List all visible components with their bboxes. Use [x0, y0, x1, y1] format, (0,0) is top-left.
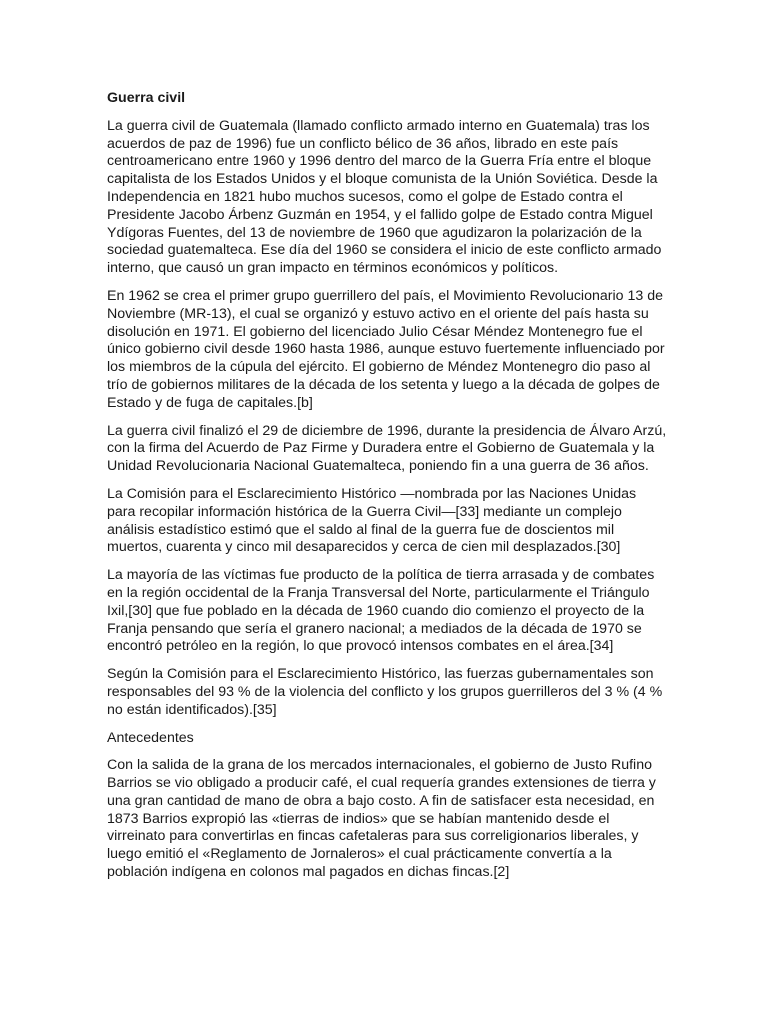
section-heading-antecedentes: Antecedentes	[107, 729, 194, 746]
paragraph-1962: En 1962 se crea el primer grupo guerrillero del país, el Movimiento Revolucionario 13 de Noviembre (MR-13), el cual se organizó y estuvo activo en el oriente del país hasta su disolución en 1971. El gobierno del licenciado Julio César Méndez Montenegro fue el único gobierno civil desde 1960 hasta 1986, aunque estuvo fuertemente influenciado por los miembros de la cúpula del ejército. El gobierno de Méndez Montenegro dio paso al trío de gobiernos militares de la década de los setenta y luego a la década de golpes de Estado y de fuga de capitales.[b]	[107, 287, 665, 411]
document-page	[107, 90, 667, 892]
paragraph-responsables: Según la Comisión para el Esclarecimiento Histórico, las fuerzas gubernamentales son responsables del 93 % de la violencia del conflicto y los grupos guerrilleros del 3 % (4 % no están identificados).[35]	[107, 666, 663, 718]
paragraph-comision: La Comisión para el Esclarecimiento Histórico —nombrada por las Naciones Unidas para recopilar información histórica de la Guerra Civil—[33] mediante un complejo análisis estadístico estimó que el saldo al final de la guerra fue de doscientos mil muertos, cuarenta y cinco mil desaparecidos y cerca de cien mil desplazados.[30]	[107, 485, 637, 556]
paragraph-victimas: La mayoría de las víctimas fue producto de la política de tierra arrasada y de combates en la región occidental de la Franja Transversal del Norte, particularmente el Triángulo Ixil,[30] que fue poblado en la década de 1960 cuando dio comienzo el proyecto de la Franja pensando que sería el granero nacional; a mediados de la década de 1970 se encontró petróleo en la región, lo que provocó intensos combates en el área.[34]	[107, 567, 655, 655]
paragraph-antecedentes: Con la salida de la grana de los mercados internacionales, el gobierno de Justo Rufino Barrios se vio obligado a producir café, el cual requería grandes extensiones de tierra y una gran cantidad de mano de obra a bajo costo. A fin de satisfacer esta necesidad, en 1873 Barrios expropió las «tierras de indios» que se habían mantenido desde el virreinato para convertirlas en fincas cafetaleras para sus correligionarios liberales, y luego emitió el «Reglamento de Jornaleros» el cual prácticamente convertía a la población indígena en colonos mal pagados en dichas fincas.[2]	[107, 757, 656, 881]
paragraph-fin-guerra: La guerra civil finalizó el 29 de diciembre de 1996, durante la presidencia de Álvaro Arzú, con la firma del Acuerdo de Paz Firme y Duradera entre el Gobierno de Guatemala y la Unidad Revolucionaria Nacional Guatemalteca, poniendo fin a una guerra de 36 años.	[107, 422, 667, 475]
paragraph-intro: La guerra civil de Guatemala (llamado conflicto armado interno en Guatemala) tras los acuerdos de paz de 1996) fue un conflicto bélico de 36 años, librado en este país centroamericano entre 1960 y 1996 dentro del marco de la Guerra Fría entre el bloque capitalista de los Estados Unidos y el bloque comunista de la Unión Soviética. Desde la Independencia en 1821 hubo muchos sucesos, como el golpe de Estado contra el Presidente Jacobo Árbenz Guzmán en 1954, y el fallido golpe de Estado contra Miguel Ydígoras Fuentes, del 13 de noviembre de 1960 que agudizaron la polarización de la sociedad guatemalteca. Ese día del 1960 se considera el inicio de este conflicto armado interno, que causó un gran impacto en términos económicos y políticos.	[107, 117, 662, 277]
document-heading: Guerra civil	[107, 90, 186, 106]
